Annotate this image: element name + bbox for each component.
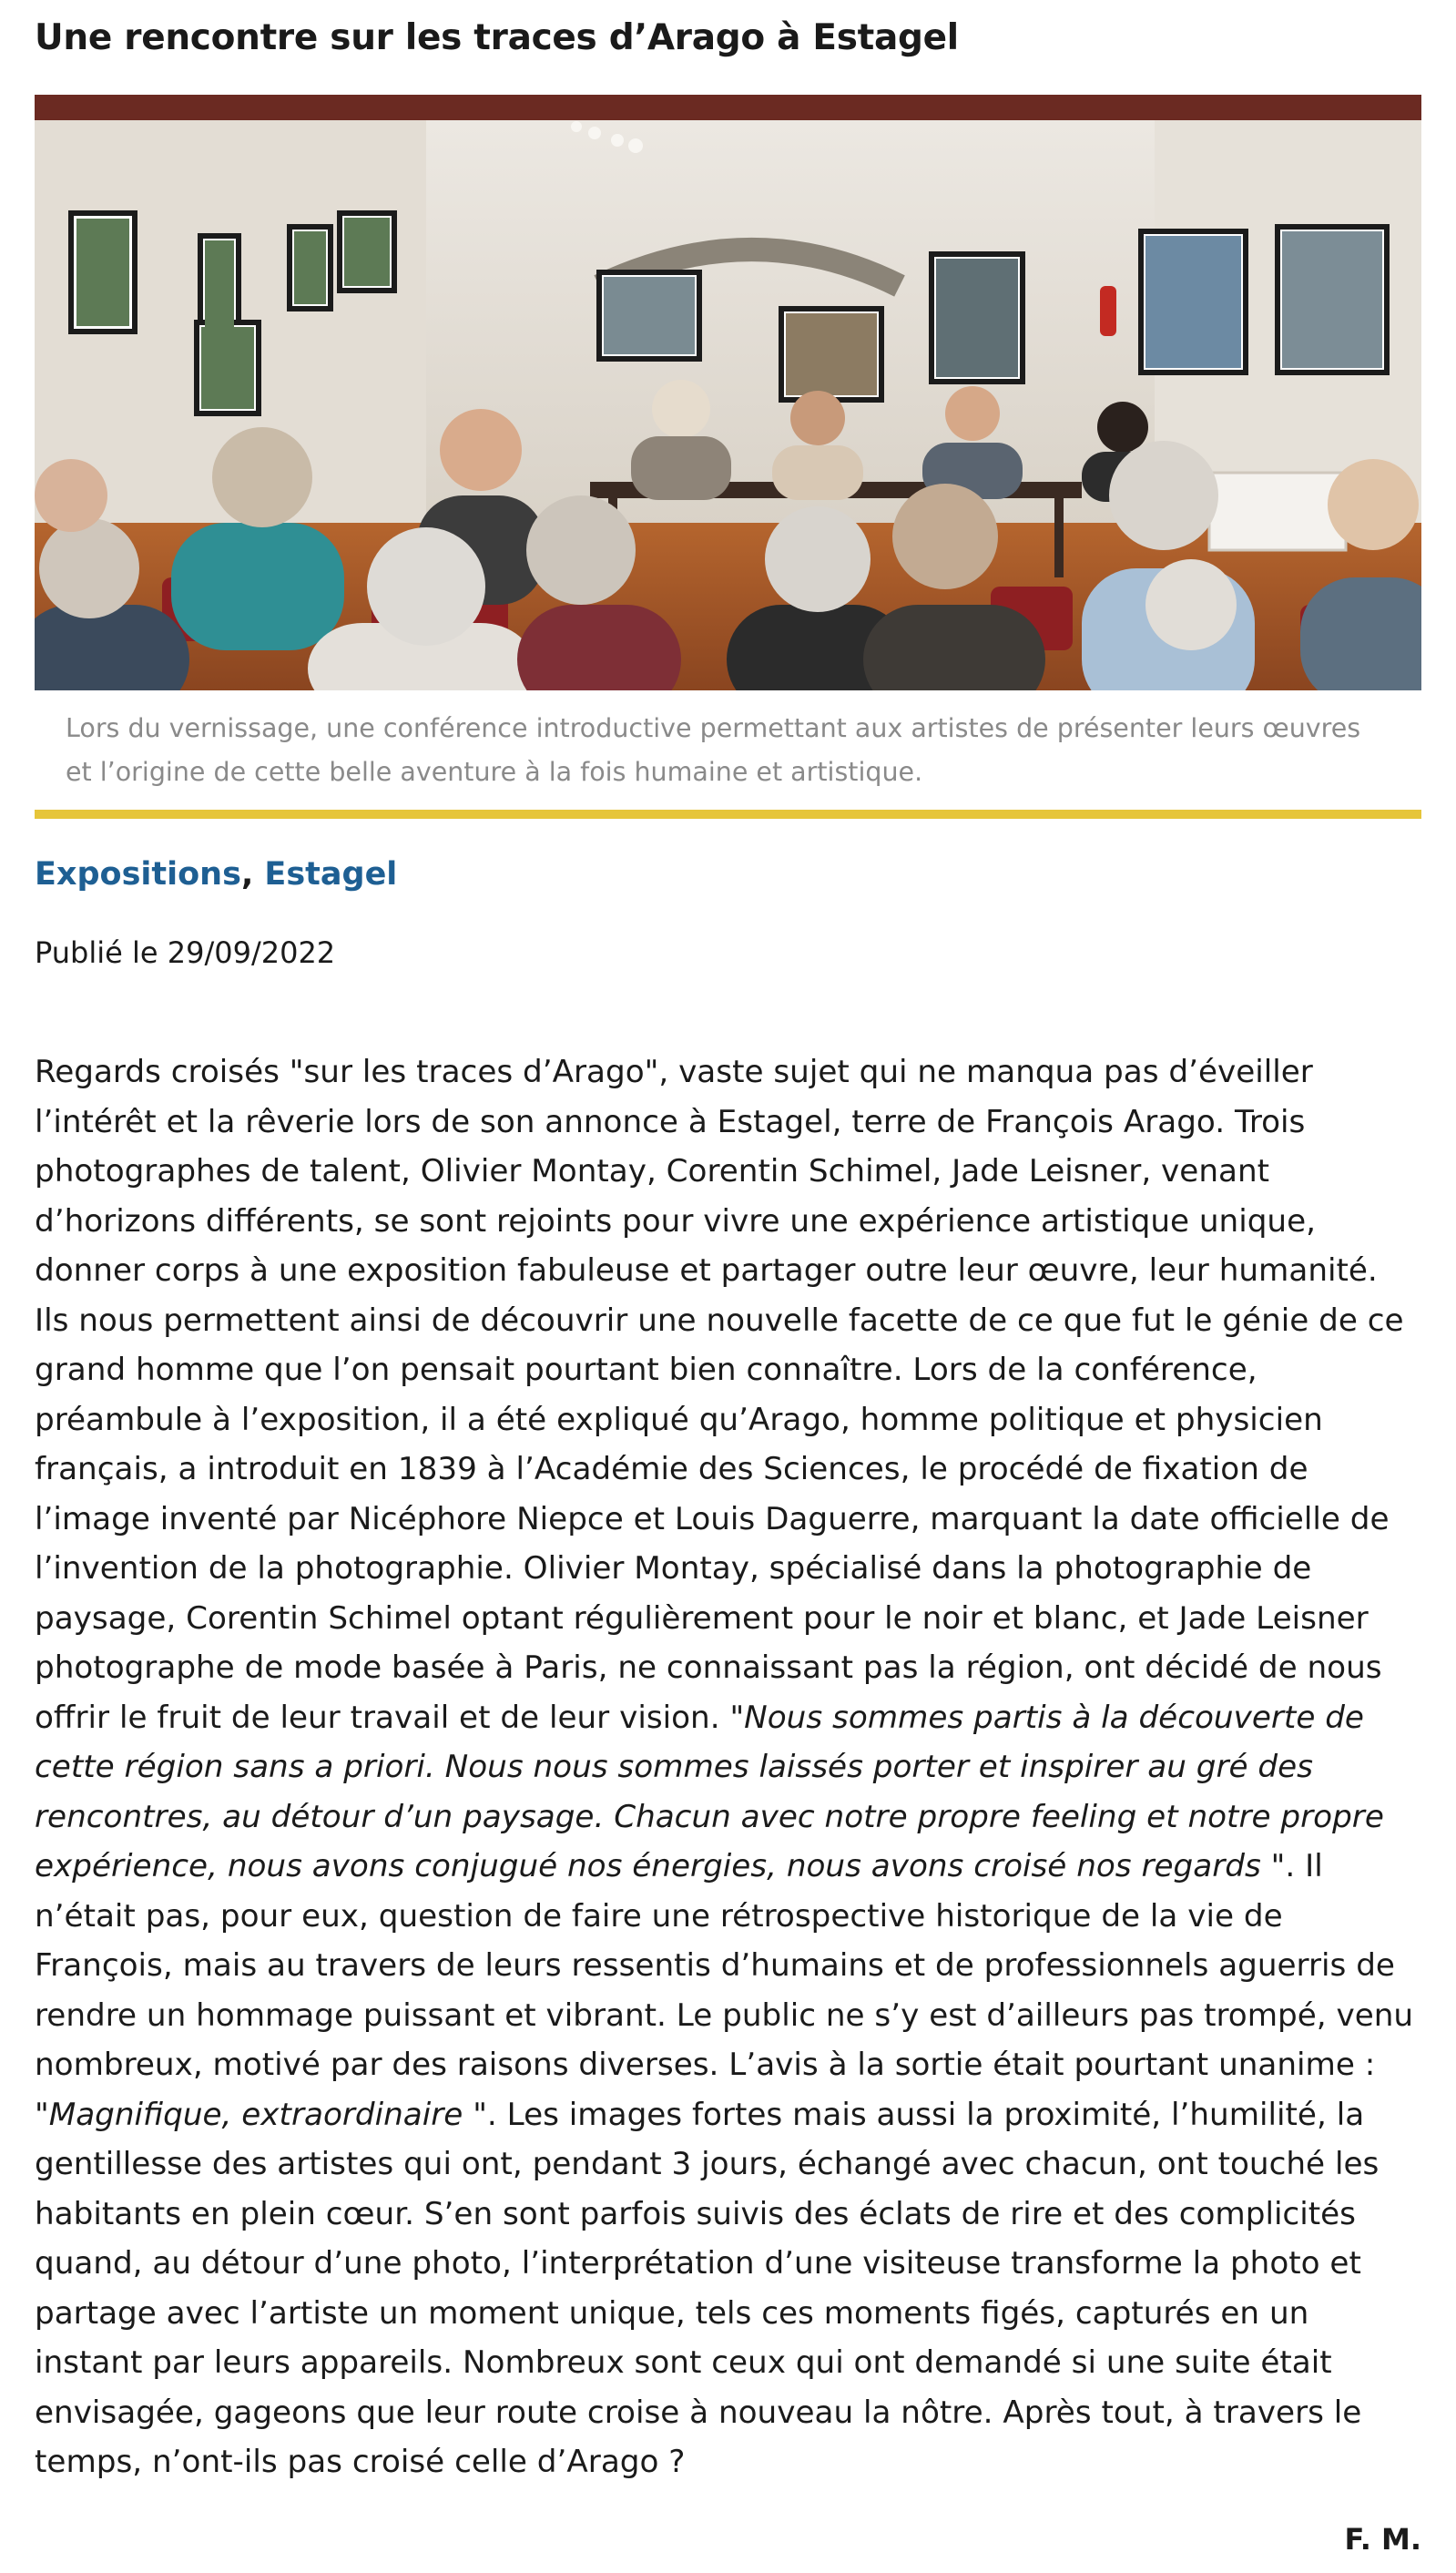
article-body xyxy=(35,1047,1421,2487)
body-part-3: ". Les images fortes mais aussi la proximité, l’humilité, la gentillesse des artistes qui ont, pendant 3 jours, échangé avec chacun, ont touché les habitants en plein cœur. S’en sont parfois suivis des éclats de rire et des complicités quand, au détour d’une photo, l’interprétation d’une visiteuse transforme la photo et partage avec l’artiste un moment unique, tels ces moments figés, capturés en un instant par leurs appareils. Nombreux sont ceux qui ont demandé si une suite était envisagée, gageons que leur route croise à nouveau la nôtre. Après tout, à travers le temps, n’ont-ils pas croisé celle d’Arago ? xyxy=(35,2096,1380,2480)
body-part-1: Regards croisés "sur les traces d’Arago", vaste sujet qui ne manqua pas d’éveiller l’intérêt et la rêverie lors de son annonce à Estagel, terre de François Arago. Trois photographes de talent, Olivier Montay, Corentin Schimel, Jade Leisner, venant d’horizons différents, se sont rejoints pour vivre une expérience artistique unique, donner corps à une exposition fabuleuse et partager outre leur œuvre, leur humanité. Ils nous permettent ainsi de découvrir une nouvelle facette de ce que fut le génie de ce grand homme que l’on pensait pourtant bien connaître. Lors de la conférence, préambule à l’exposition, il a été expliqué qu’Arago, homme politique et physicien français, a introduit en 1839 à l’Académie des Sciences, le procédé de fixation de l’image inventé par Nicéphore Niepce et Louis Daguerre, marquant la date officielle de l’invention de la photographie. Olivier Montay, spécialisé dans la photographie de paysage, Corentin Schimel optant régulièrement pour le noir et blanc, et Jade Leisner photographe de mode basée à Paris, ne connaissant pas la région, ont décidé de nous offrir le fruit de leur travail et de leur vision. " xyxy=(35,1054,1404,1736)
body-quote-2: Magnifique, extraordinaire xyxy=(48,2096,463,2133)
photo-caption: Lors du vernissage, une conférence introductive permettant aux artistes de présenter leurs œuvres et l’origine de cette belle aventure à la fois humaine et artistique. xyxy=(66,713,1361,787)
category-links xyxy=(35,849,397,900)
conference-photo-illustration xyxy=(35,95,1421,690)
body-part-2: ". Il n’était pas, pour eux, question de faire une rétrospective historique de la vie de François, mais au travers de leurs ressentis d’humains et de professionnels aguerris de rendre un hommage puissant et vibrant. Le public ne s’y est d’ailleurs pas trompé, venu nombreux, motivé par des raisons diverses. L’avis à la sortie était pourtant unanime : " xyxy=(35,1848,1414,2133)
category-link-estagel[interactable]: Estagel xyxy=(264,856,398,893)
accent-divider xyxy=(35,810,1421,819)
author-signature: F. M. xyxy=(1344,2522,1421,2557)
category-link-expositions[interactable]: Expositions xyxy=(35,856,241,893)
category-separator: , xyxy=(240,856,265,893)
article-photo xyxy=(35,95,1421,690)
article-title: Une rencontre sur les traces d’Arago à Estagel xyxy=(35,17,959,58)
publication-date: Publié le 29/09/2022 xyxy=(35,935,336,970)
body-quote-1: Nous sommes partis à la découverte de cette région sans a priori. Nous nous sommes laissés porter et inspirer au gré des rencontres, au détour d’un paysage. Chacun avec notre propre feeling et notre propre expérience, nous avons conjugué nos énergies, nous avons croisé nos regards xyxy=(35,1699,1384,1884)
